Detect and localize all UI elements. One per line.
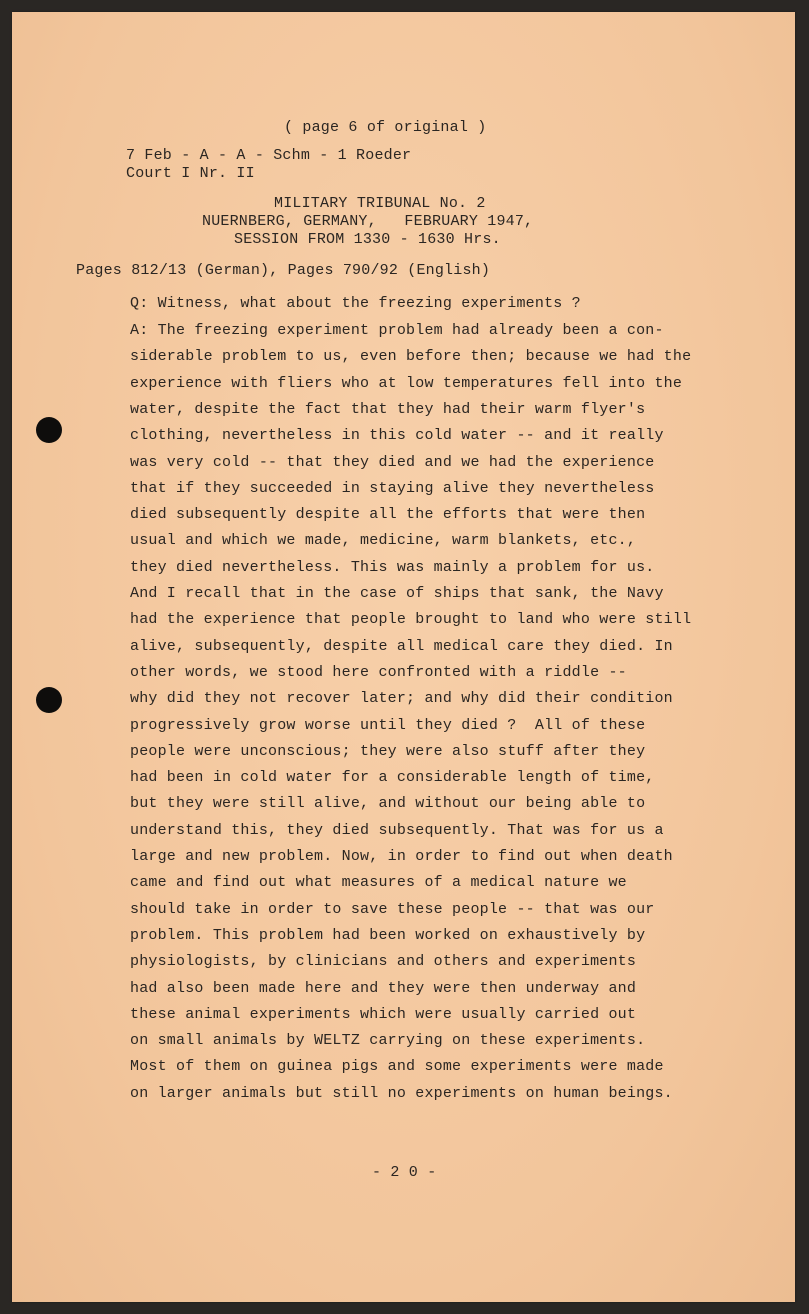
answer-line: had also been made here and they were then underway and: [130, 980, 637, 997]
answer-line: large and new problem. Now, in order to find out when death: [130, 848, 673, 865]
answer-line: water, despite the fact that they had their warm flyer's: [130, 401, 646, 418]
answer-line: usual and which we made, medicine, warm blankets, etc.,: [130, 532, 637, 549]
answer-line: alive, subsequently, despite all medical care they died. In: [130, 638, 673, 655]
answer-line: that if they succeeded in staying alive they nevertheless: [130, 480, 655, 497]
answer-line: people were unconscious; they were also stuff after they: [130, 743, 646, 760]
punch-hole-top: [36, 417, 62, 443]
tribunal-location: NUERNBERG, GERMANY, FEBRUARY 1947,: [202, 213, 534, 230]
session-time: SESSION FROM 1330 - 1630 Hrs.: [234, 231, 501, 248]
answer-line: should take in order to save these people -- that was our: [130, 901, 655, 918]
punch-hole-bottom: [36, 687, 62, 713]
header-line-2: Court I Nr. II: [126, 165, 255, 182]
answer-line: had been in cold water for a considerable length of time,: [130, 769, 655, 786]
page-number: - 2 0 -: [372, 1164, 437, 1181]
answer-line: clothing, nevertheless in this cold water -- and it really: [130, 427, 664, 444]
answer-line: on larger animals but still no experiments on human beings.: [130, 1085, 673, 1102]
answer-line: Most of them on guinea pigs and some experiments were made: [130, 1058, 664, 1075]
header-line-1: 7 Feb - A - A - Schm - 1 Roeder: [126, 147, 412, 164]
answer-line: died subsequently despite all the efforts that were then: [130, 506, 646, 523]
page-reference: ( page 6 of original ): [284, 119, 487, 136]
question: Q: Witness, what about the freezing experiments ?: [130, 295, 581, 312]
answer-line: came and find out what measures of a medical nature we: [130, 874, 627, 891]
pages-reference: Pages 812/13 (German), Pages 790/92 (English): [76, 262, 491, 279]
answer-line: understand this, they died subsequently. That was for us a: [130, 822, 664, 839]
answer-line: siderable problem to us, even before then; because we had the: [130, 348, 692, 365]
answer-line: And I recall that in the case of ships that sank, the Navy: [130, 585, 664, 602]
answer-line: other words, we stood here confronted with a riddle --: [130, 664, 627, 681]
tribunal-title: MILITARY TRIBUNAL No. 2: [274, 195, 486, 212]
answer-line: physiologists, by clinicians and others and experiments: [130, 953, 637, 970]
answer-line: but they were still alive, and without our being able to: [130, 795, 646, 812]
document-page: [12, 12, 795, 1302]
answer-line: problem. This problem had been worked on exhaustively by: [130, 927, 646, 944]
answer-line: these animal experiments which were usually carried out: [130, 1006, 637, 1023]
answer-line: had the experience that people brought to land who were still: [130, 611, 692, 628]
answer-line: A: The freezing experiment problem had already been a con-: [130, 322, 664, 339]
answer-line: why did they not recover later; and why did their condition: [130, 690, 673, 707]
answer-line: progressively grow worse until they died ? All of these: [130, 717, 646, 734]
answer-line: experience with fliers who at low temperatures fell into the: [130, 375, 683, 392]
answer-line: on small animals by WELTZ carrying on these experiments.: [130, 1032, 646, 1049]
answer-line: they died nevertheless. This was mainly a problem for us.: [130, 559, 655, 576]
answer-line: was very cold -- that they died and we had the experience: [130, 454, 655, 471]
